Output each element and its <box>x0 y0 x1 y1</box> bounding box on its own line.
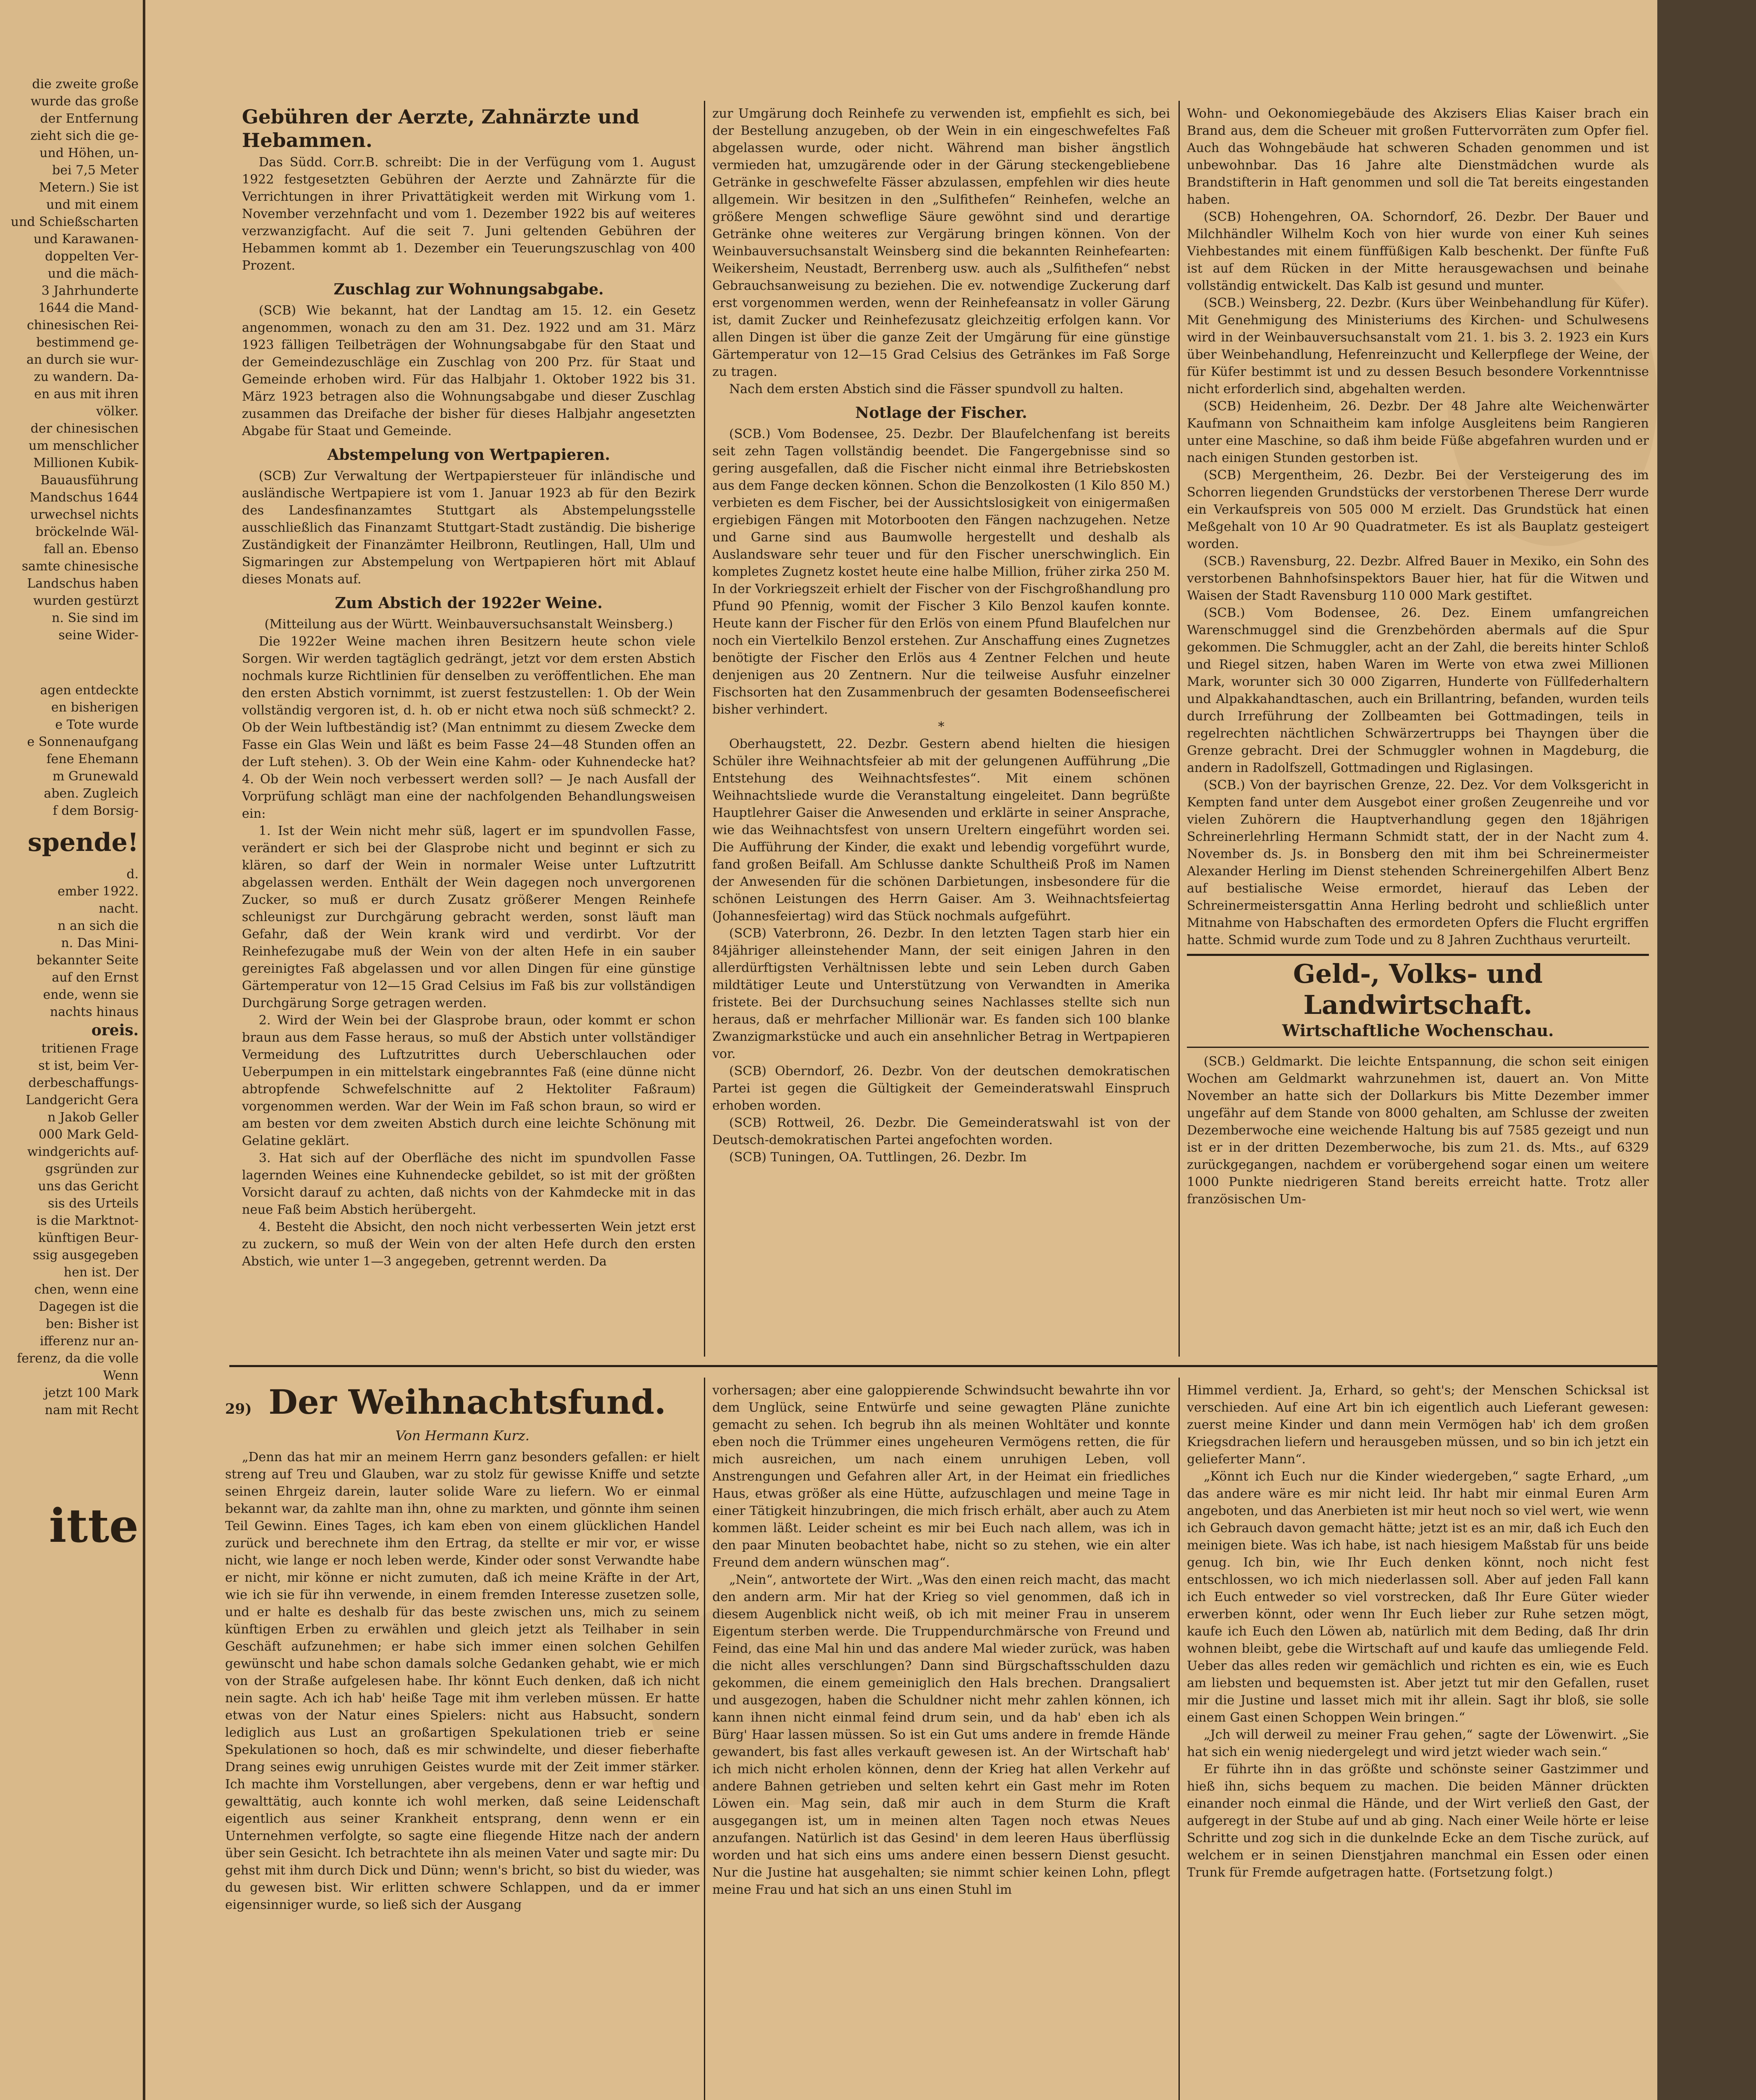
story-paragraph: „Könnt ich Euch nur die Kinder wiedergeben,“ sagte Erhard, „um das andere wäre es mir nicht leid. Ihr habt mir einmal Euren Arm angeboten, und das Anerbieten ist mir heut noch so viel wert, wie wenn ich Gebrauch davon gemacht hätte; jetzt ist es an mir, daß ich Euch den meinigen biete. Was ich habe, ist nach hiesigem Maßstab für uns beide genug. Ich bin, wie Ihr Euch denken könnt, noch nicht fest entschlossen, wo ich mich niederlassen soll. Aber auf jeden Fall kann ich Euch entweder so viel vorstrecken, daß Ihr Eure Güter wieder erwerben könnt, oder wenn Ihr Euch lieber zur Ruhe setzen mögt, kaufe ich Euch den Löwen ab, natürlich mit dem Beding, daß Ihr drin wohnen bleibt, gebe die Wirtschaft auf und kaufe das umliegende Feld. Ueber das alles reden wir gemächlich und richten es ein, wie es Euch am liebsten und bequemsten ist. Aber jetzt tut mir den Gefallen, ruset mir die Justine und lasset mich mit ihr allein. Sagt ihr bloß, sie solle einem Gast einen Schoppen Wein bringen.“ <box>1187 1469 1649 1725</box>
left-fragment-line: wurde das große <box>30 94 139 109</box>
left-fragment-line: tritienen Frage <box>41 1041 139 1056</box>
left-fragment-line: Millionen Kubik- <box>33 456 139 470</box>
story-paragraph: Er führte ihn in das größte und schönste seiner Gastzimmer und hieß ihn, sichs bequem zu machen. Die beiden Männer drückten einander noch einmal die Hände, und der Wirt verließ den Gast, der aufgeregt in der Stube auf und ab ging. Nach einer Weile hörte er leise Schritte und zog sich in die dunkelnde Ecke an dem Tische zurück, auf welchem er in seinen Dienstjahren manchmal ein Essen oder einen Trunk für Fremde aufgetragen hatte. (Fortsetzung folgt.) <box>1187 1762 1649 1880</box>
left-fragment-line: aben. Zugleich <box>44 786 139 801</box>
article-title-fishermen: Notlage der Fischer. <box>855 404 1027 422</box>
article-title-housing-tax: Zuschlag zur Wohnungsabgabe. <box>333 281 604 298</box>
column-divider <box>704 1378 705 2100</box>
left-page-fragment <box>0 0 145 2100</box>
article-paragraph: (SCB) Wie bekannt, hat der Landtag am 15. 12. ein Gesetz angenommen, wonach zu den am 31. Dez. 1922 und am 31. März 1923 fälligen Teilbeträgen der Wohnungsabgabe für den Staat und der Gemeindezuschläge ein Zuschlag von 200 Prz. für Staat und Gemeinde erhoben wird. Für das Halbjahr 1. Oktober 1922 bis 31. März 1923 betragen also die Wohnungsabgabe und dieser Zuschlag zusammen das Dreifache der bisher für dieses Halbjahr angesetzten Abgabe für Staat und Gemeinde. <box>242 303 696 438</box>
economy-section-header <box>1187 954 1649 1048</box>
left-fragment-line: st ist, beim Ver- <box>38 1058 139 1073</box>
separator-star: * <box>938 719 945 734</box>
left-fragment-line: agen entdeckte <box>40 683 139 698</box>
left-fragment-line: bröckelnde Wäl- <box>35 525 139 539</box>
article-title-securities: Abstempelung von Wertpapieren. <box>327 446 610 464</box>
left-fragment-line: der chinesischen <box>30 421 139 436</box>
story-paragraph: Himmel verdient. Ja, Erhard, so geht's; der Menschen Schicksal ist verschieden. Auf eine Art bin ich eigentlich auch Lieferant gewesen: zuerst meine Kinder und dann mein Vermögen hab' ich dem großen Kriegsdrachen liefern und herausgeben müssen, und so bin ich jetzt ein gelieferter Mann“. <box>1187 1383 1649 1467</box>
left-fragment-line: ifferenz nur an- <box>39 1334 139 1349</box>
left-fragment-line: f dem Borsig- <box>52 803 139 818</box>
left-column-text <box>4 76 139 1553</box>
left-fragment-line: Wenn <box>103 1368 139 1383</box>
left-fragment-line: Landschus haben <box>27 576 139 591</box>
left-fragment-line: derbeschaffungs- <box>28 1076 139 1090</box>
left-fragment-line: uns das Gericht <box>38 1179 139 1194</box>
left-fragment-line: n an sich die <box>58 919 139 933</box>
article-column-2 <box>712 105 1170 1357</box>
column-divider <box>1179 101 1180 1357</box>
article-paragraph: (SCB) Mergentheim, 26. Dezbr. Bei der Versteigerung des im Schorren liegenden Grundstücks der verstorbenen Therese Derr wurde ein Verkaufspreis von 505 000 M erzielt. Das Grundstück hat einen Meßgehalt von 10 Ar 90 Quadratmeter. Es ist als Bauplatz gesteigert worden. <box>1187 468 1649 551</box>
left-fragment-line: hen ist. Der <box>63 1265 139 1280</box>
left-fragment-line: en bisherigen <box>51 700 139 715</box>
left-fragment-line: bestimmend ge- <box>36 335 139 350</box>
left-fragment-line: seine Wider- <box>58 628 139 643</box>
left-fragment-line: sis des Urteils <box>48 1196 139 1211</box>
left-fragment-line: an durch sie wur- <box>26 352 139 367</box>
left-fragment-heading: spende! <box>28 828 139 857</box>
page-edge-background <box>1657 0 1756 2100</box>
left-fragment-line: n Jakob Geller <box>47 1110 139 1125</box>
article-paragraph: (SCB) Heidenheim, 26. Dezbr. Der 48 Jahre alte Weichenwärter Kaufmann von Schnaitheim kam infolge Ausgleitens beim Rangieren unter eine Maschine, so daß ihm beide Füße abgefahren wurden und er nach einigen Stunden gestorben ist. <box>1187 399 1649 465</box>
article-title-wine: Zum Abstich der 1922er Weine. <box>335 594 603 612</box>
left-fragment-line: windgerichts auf- <box>27 1144 139 1159</box>
left-fragment-line: zu wandern. Da- <box>34 370 139 384</box>
left-fragment-line: und Schießscharten <box>10 215 139 229</box>
article-paragraph: Das Südd. Corr.B. schreibt: Die in der Verfügung vom 1. August 1922 festgesetzten Gebühren der Aerzte und Zahnärzte für die Verrichtungen in ihrer Privattätigkeit werden mit Wirkung vom 1. November verzehnfacht und vom 1. Dezember 1922 bis auf weiteres verzwanzigfacht. Auf die seit 7. Juni geltenden Gebühren der Hebammen kommt ab 1. Dezember ein Teuerungszuschlag von 400 Prozent. <box>242 155 696 273</box>
column-divider <box>1179 1378 1180 2100</box>
left-fragment-heading: oreis. <box>91 1021 139 1039</box>
left-fragment-line: ssig ausgegeben <box>33 1248 139 1263</box>
left-fragment-line: n. Das Mini- <box>61 936 139 950</box>
left-fragment-line: e Sonnenaufgang <box>27 735 139 749</box>
left-fragment-line: d. <box>126 867 139 882</box>
article-paragraph: Wohn- und Oekonomiegebäude des Akzisers Elias Kaiser brach ein Brand aus, dem die Scheuer mit großen Futtervorräten zum Opfer fiel. Auch das Wohngebäude hat schweren Schaden genommen und ist unbewohnbar. Das 16 Jahre alte Dienstmädchen wurde als Brandstifterin in Haft genommen und soll die Tat bereits eingestanden haben. <box>1187 106 1649 207</box>
left-fragment-line: jetzt 100 Mark <box>44 1386 139 1400</box>
left-fragment-line: m Grunewald <box>52 769 139 784</box>
left-fragment-line: ben: Bisher ist <box>46 1317 139 1331</box>
article-paragraph: 3. Hat sich auf der Oberfläche des nicht im spundvollen Fasse lagernden Weines eine Kuhnendecke gebildet, so ist mit der größten Vorsicht darauf zu achten, daß nichts von der Kahmdecke mit in das neue Faß beim Abstich herübergeht. <box>242 1151 696 1217</box>
feuilleton-column-3 <box>1187 1382 1649 2100</box>
left-fragment-large-glyph: itte <box>49 1499 139 1553</box>
article-paragraph: (SCB) Zur Verwaltung der Wertpapiersteuer für inländische und ausländische Wertpapiere ist vom 1. Januar 1923 ab für den Bezirk des Landesfinanzamtes Stuttgart als Abstempelungsstelle ausschließlich das Finanzamt Stuttgart-Stadt zuständig. Die bisherige Zuständigkeit der Finanzämter Heilbronn, Reutlingen, Hall, Ulm und Sigmaringen zur Abstempelung von Wertpapieren hört mit Ablauf dieses Monats auf. <box>242 469 696 587</box>
left-fragment-line: die zweite große <box>32 77 139 92</box>
left-fragment-line: um menschlicher <box>29 438 139 453</box>
left-fragment-line: chinesischen Rei- <box>27 318 139 333</box>
left-fragment-line: Mandschus 1644 <box>29 490 139 505</box>
left-fragment-line: gsgründen zur <box>45 1162 139 1176</box>
left-fragment-line: 3 Jahrhunderte <box>41 284 139 298</box>
article-paragraph: (SCB.) Weinsberg, 22. Dezbr. (Kurs über Weinbehandlung für Küfer). Mit Genehmigung des Ministeriums des Kirchen- und Schulwesens wird in der Weinbauversuchsanstalt vom 21. 1. bis 3. 2. 1923 ein Kurs über Weinbehandlung, Hefenreinzucht und Kellerpflege der Weine, der für Küfer bestimmt ist und zu dessen Besuch besondere Vorkenntnisse nicht erforderlich sind, abgehalten werden. <box>1187 296 1649 396</box>
left-fragment-line: nacht. <box>99 901 139 916</box>
feuilleton-byline: Von Hermann Kurz. <box>395 1428 530 1444</box>
left-fragment-line: auf den Ernst <box>52 970 139 985</box>
left-fragment-line: bei 7,5 Meter <box>52 163 139 178</box>
newspaper-page <box>145 0 1657 2100</box>
story-paragraph: vorhersagen; aber eine galoppierende Schwindsucht bewahrte ihn vor dem Unglück, seine Entwürfe und seine gewagten Pläne zunichte gemacht zu sehen. Ich begrub ihn als meinen Wohltäter und konnte eben noch die Trümmer eines ungeheuren Vermögens retten, die für mich ausreichen, um nach einem unruhigen Leben, voll Anstrengungen und Gefahren aller Art, in der Heimat ein friedliches Haus, etwas größer als eine Hütte, aufzuschlagen und meine Tage in einer Tätigkeit hinzubringen, die mich frisch erhält, aber auch zu Atem kommen läßt. Leider scheint es mir bei Euch nach allem, was ich in den paar Minuten beobachtet habe, nicht so zu stehen, wie ein alter Freund dem andern wünschen mag“. <box>712 1383 1170 1570</box>
left-fragment-line: bekannter Seite <box>36 953 139 968</box>
article-title-fees: Gebühren der Aerzte, Zahnärzte und Hebammen. <box>242 105 640 152</box>
left-fragment-line: chen, wenn eine <box>34 1282 139 1297</box>
feuilleton-column-1 <box>225 1382 700 2100</box>
left-fragment-line: 1644 die Mand- <box>38 301 139 315</box>
economy-section-subtitle: Wirtschaftliche Wochenschau. <box>1282 1021 1554 1040</box>
left-fragment-line: nam mit Recht <box>45 1403 139 1418</box>
economy-section-title: Geld-, Volks- und Landwirtschaft. <box>1293 958 1543 1020</box>
article-paragraph: (SCB) Oberndorf, 26. Dezbr. Von der deutschen demokratischen Partei ist gegen die Gültigkeit der Gemeinderatswahl Einspruch erhoben worden. <box>712 1064 1170 1113</box>
left-fragment-line: 000 Mark Geld- <box>38 1127 139 1142</box>
left-fragment-line: künftigen Beur- <box>38 1231 139 1245</box>
left-fragment-line: e Tote wurde <box>55 717 139 732</box>
article-paragraph: (SCB) Hohengehren, OA. Schorndorf, 26. Dezbr. Der Bauer und Milchhändler Wilhelm Koch von hier wurde von einer Kuh seines Viehbestandes mit einem fünffüßigen Kalb beschenkt. Der fünfte Fuß ist auf dem Rücken in der Mitte herausgewachsen und beinahe vollständig entwickelt. Das Kalb ist gesund und munter. <box>1187 210 1649 293</box>
article-paragraph: Nach dem ersten Abstich sind die Fässer spundvoll zu halten. <box>729 382 1124 396</box>
installment-number: 29) <box>225 1401 252 1418</box>
article-column-3 <box>1187 105 1649 1357</box>
article-paragraph: (SCB) Tuningen, OA. Tuttlingen, 26. Dezbr. Im <box>729 1150 1027 1165</box>
article-paragraph: 2. Wird der Wein bei der Glasprobe braun, oder kommt er schon braun aus dem Fasse heraus, so muß der Abstich unter vollständiger Vermeidung des Luftzutrittes durch Ueberschlauchen oder Ueberpumpen in ein mittelstark eingebranntes Faß (eine dünne nicht abtropfende Schwefelschnitte auf 2 Hektoliter Faßraum) vorgenommen werden. War der Wein im Faß schon braun, so wird er am besten vor dem zweiten Abstich durch eine leichte Schönung mit Gelatine geklärt. <box>242 1013 696 1148</box>
left-fragment-line: und Karawanen- <box>33 232 139 247</box>
article-paragraph: 1. Ist der Wein nicht mehr süß, lagert er im spundvollen Fasse, verändert er sich bei der Glasprobe nicht und beginnt er sich zu klären, so darf der Wein in normaler Weise unter Luftzutritt abgelassen werden. Enthält der Wein dagegen noch unvergorenen Zucker, so muß er durch Zusatz größerer Mengen Reinhefe schleunigst zur Durchgärung gebracht werden, sonst läuft man Gefahr, daß der Wein krank wird und verdirbt. Vor der Reinhefezugabe muß der Wein von der alten Hefe in ein sauber gereinigtes Faß abgelassen und vor allen Dingen für eine günstige Gärtemperatur von 12—15 Grad Celsius im Faß bis zur vollständigen Durchgärung Sorge getragen werden. <box>242 824 696 1011</box>
feuilleton-column-2 <box>712 1382 1170 2100</box>
feuilleton-divider <box>229 1365 1657 1367</box>
left-fragment-line: ember 1922. <box>58 884 139 899</box>
left-fragment-line: wurden gestürzt <box>33 593 139 608</box>
story-paragraph: „Jch will derweil zu meiner Frau gehen,“ sagte der Löwenwirt. „Sie hat sich ein wenig niedergelegt und wird jetzt wieder wach sein.“ <box>1187 1727 1649 1759</box>
left-fragment-line: doppelten Ver- <box>45 249 139 264</box>
left-fragment-line: n. Sie sind im <box>52 611 139 625</box>
article-paragraph: (SCB) Vaterbronn, 26. Dezbr. In den letzten Tagen starb hier ein 84jähriger alleinstehender Mann, der seit einigen Jahren in den allerdürftigsten Verhältnissen lebte und sein Leben durch Gaben mildtätiger Leute und Unterstützung von Verwandten in Amerika fristete. Bei der Durchsuchung seines Nachlasses stellte sich nun heraus, daß er mehrfacher Millionär war. Es fanden sich 100 blanke Zwanzigmarkstücke und auch ein ansehnlicher Betrag in Wertpapieren vor. <box>712 926 1170 1061</box>
left-fragment-line: ende, wenn sie <box>43 987 139 1002</box>
left-fragment-line: Metern.) Sie ist <box>39 180 139 195</box>
left-fragment-line: samte chinesische <box>21 559 139 574</box>
article-column-1 <box>242 105 696 1357</box>
left-fragment-line: nachts hinaus <box>50 1005 139 1019</box>
left-fragment-line: fene Ehemann <box>46 752 139 766</box>
left-fragment-line: völker. <box>96 404 139 419</box>
left-fragment-line: zieht sich die ge- <box>30 129 139 143</box>
article-intro: (Mitteilung aus der Württ. Weinbauversuchsanstalt Weinsberg.) <box>264 617 673 632</box>
left-fragment-line: Landgericht Gera <box>26 1093 139 1108</box>
left-fragment-line: und mit einem <box>46 197 139 212</box>
article-paragraph: Oberhaugstett, 22. Dezbr. Gestern abend hielten die hiesigen Schüler ihre Weihnachtsfeier ab mit der gelungenen Aufführung „Die Entstehung des Weihnachtsfestes“. Mit einem schönen Weihnachtsliede wurde die Veranstaltung eingeleitet. Dann begrüßte Hauptlehrer Gaiser die Anwesenden und erklärte in seiner Ansprache, wie das Weihnachtsfest von unsern Ureltern eingeführt worden sei. Die Aufführung der Kinder, die exakt und lebendig vorgeführt wurde, fand großen Beifall. Am Schlusse dankte Schultheiß Proß im Namen der Anwesenden für die schönen Darbietungen, insbesondere für die schönen Leistungen des Herrn Gaiser. Am 3. Weihnachtsfeiertag (Johannesfeiertag) wird das Stück nochmals aufgeführt. <box>712 737 1170 924</box>
article-paragraph: (SCB.) Vom Bodensee, 26. Dez. Einem umfangreichen Warenschmuggel sind die Grenzbehörden abermals auf die Spur gekommen. Die Schmuggler, acht an der Zahl, die bereits hinter Schloß und Riegel sitzen, haben Waren im Werte von etwa zwei Millionen Mark, worunter sich 30 000 Zigarren, Hunderte von Füllfederhaltern und Alpakkahandtaschen, auch ein Brillantring, befanden, wurden teils durch Irreführung der Zollbeamten bei Gottmadingen, teils in regelrechten nächtlichen Schwärzertrupps bei Thayngen über die Grenze gebracht. Drei der Schmuggler wohnen in Magdeburg, die andern in Radolfszell, Gottmadingen und Riglasingen. <box>1187 606 1649 775</box>
left-fragment-line: ferenz, da die volle <box>17 1351 139 1366</box>
article-paragraph: (SCB.) Vom Bodensee, 25. Dezbr. Der Blaufelchenfang ist bereits seit zehn Tagen vollständig beendet. Die Fangergebnisse sind so gering ausgefallen, daß die Fischer nicht einmal ihre Betriebskosten aus dem Fange decken können. Schon die Benzolkosten (1 Kilo 850 M.) verbieten es dem Fischer, bei der Aussichtslosigkeit von einigermaßen ergiebigen Fängen mit Motorbooten den Fängen nachzugehen. Netze und Garne sind aus Baumwolle hergestellt und deshalb als Auslandsware sehr teuer und für den Fischer unerschwinglich. Ein kompletes Zugnetz kostet heute eine halbe Million, früher zirka 250 M. In der Vorkriegszeit erhielt der Fischer von der Fischgroßhandlung pro Pfund 90 Pfennig, womit der Fischer 3 Kilo Benzol kaufen konnte. Heute kann der Fischer für den Erlös von einem Pfund Blaufelchen nur noch ein Viertelkilo Benzol erstehen. Zur Anschaffung eines Zugnetzes benötigte der Fischer den Erlös aus 4 Zentner Felchen und heute denjenigen aus 20 Zentnern. Nur die teilweise Ausfuhr einzelner Fischsorten hat den Zusammenbruch der gesamten Bodenseefischerei bisher verhindert. <box>712 427 1170 717</box>
article-paragraph: (SCB.) Von der bayrischen Grenze, 22. Dez. Vor dem Volksgericht in Kempten fand unter dem Ausgebot einer großen Zeugenreihe und vor vielen Zuhörern die Hauptverhandlung gegen den 18jährigen Schreinerlehrling Hermann Schmidt statt, der in der Nacht zum 4. November ds. Js. in Bonsberg den mit ihm bei Schreinermeister Alexander Herling im Dienst stehenden Schreinergehilfen Albert Benz auf bestialische Weise ermordet, hierauf das Leben der Schreinermeistersgattin Anna Herling bedroht und schließlich unter Mitnahme von Habschaften des ermordeten Opfers die Flucht ergriffen hatte. Schmid wurde zum Tode und zu 8 Jahren Zuchthaus verurteilt. <box>1187 778 1649 948</box>
column-divider <box>704 101 705 1357</box>
left-fragment-line: Dagegen ist die <box>39 1299 139 1314</box>
article-paragraph: 4. Besteht die Absicht, den noch nicht verbesserten Wein jetzt erst zu zuckern, so muß der Wein von der alten Hefe durch den ersten Abstich, wie unter 1—3 angegeben, getrennt werden. Da <box>242 1220 696 1269</box>
left-fragment-line: und die mäch- <box>47 266 139 281</box>
article-paragraph: (SCB.) Geldmarkt. Die leichte Entspannung, die schon seit einigen Wochen am Geldmarkt wahrzunehmen ist, dauert an. Von Mitte November an hatte sich der Dollarkurs bis Mitte Dezember immer ungefähr auf dem Stande von 8000 gehalten, am Schlusse der zweiten Dezemberwoche eine weichende Haltung bis auf 7585 gezeigt und nun ist er in der dritten Dezemberwoche, bis zum 21. ds. Mts., auf 6329 zurückgegangen, nachdem er vorübergehend sogar einen um weitere 1000 Punkte niedrigeren Stand bereits erreicht hatte. Trotz aller französischen Um- <box>1187 1054 1649 1207</box>
article-paragraph: Die 1922er Weine machen ihren Besitzern heute schon viele Sorgen. Wir werden tagtäglich gedrängt, jetzt vor dem ersten Abstich nochmals kurze Richtlinien für denselben zu veröffentlichen. Ehe man den ersten Abstich vornimmt, ist zuerst festzustellen: 1. Ob der Wein vollständig vergoren ist, d. h. ob er nicht etwa noch süß schmeckt? 2. Ob der Wein luftbeständig ist? (Man entnimmt zu diesem Zwecke dem Fasse ein Glas Wein und läßt es beim Fasse 24—48 Stunden offen an der Luft stehen). 3. Ob der Wein eine Kahm- oder Kuhnendecke hat? 4. Ob der Wein noch verbessert werden soll? — Je nach Ausfall der Vorprüfung schlägt man eine der nachfolgenden Behandlungsweisen ein: <box>242 634 696 821</box>
story-paragraph: „Nein“, antwortete der Wirt. „Was den einen reich macht, das macht den andern arm. Mir hat der Krieg so viel genommen, daß ich in diesem Augenblick nicht weiß, ob ich mit meiner Frau in unserem Eigentum sterben werde. Die Truppendurchmärsche von Freund und Feind, das eine Mal hin und das andere Mal wieder zurück, was haben die nicht alles verschlungen? Dann sind Bürgschaftsschulden dazu gekommen, die einem gemeiniglich den Hals brechen. Drangsaliert und ausgezogen, haben die Schuldner nicht mehr zahlen können, ich kann ihnen nicht einmal feind drum sein, und da hab' eben ich als Bürg' Haar lassen müssen. So ist ein Gut ums andere in fremde Hände gewandert, bis fast alles verkauft gewesen ist. An der Wirtschaft hab' ich mich nicht erholen können, denn der Krieg hat allen Verkehr auf andere Bahnen getrieben und selten kehrt ein Gast mehr im Roten Löwen ein. Mag sein, daß mir auch in dem Sturm die Kraft ausgegangen ist, um in meinen alten Tagen noch etwas Neues anzufangen. Natürlich ist das Gesind' in dem leeren Haus überflüssig worden und hat sich eins ums andere einen bessern Dienst gesucht. Nur die Justine hat ausgehalten; sie nimmt schier keinen Lohn, pflegt meine Frau und hat sich an uns einen Stuhl im <box>712 1572 1170 1897</box>
left-fragment-line: fall an. Ebenso <box>44 542 139 556</box>
left-fragment-line: und Höhen, un- <box>39 146 139 160</box>
left-fragment-line: is die Marktnot- <box>36 1213 139 1228</box>
left-fragment-line: urwechsel nichts <box>30 507 139 522</box>
article-paragraph: (SCB.) Ravensburg, 22. Dezbr. Alfred Bauer in Mexiko, ein Sohn des verstorbenen Bahnhofsinspektors Bauer hier, hat für die Witwen und Waisen der Stadt Ravensburg 110 000 Mark gestiftet. <box>1187 554 1649 603</box>
story-paragraph: „Denn das hat mir an meinem Herrn ganz besonders gefallen: er hielt streng auf Treu und Glauben, war zu stolz für gewisse Kniffe und setzte seinen Ehrgeiz darein, lauter solide Ware zu liefern. Wo er einmal bekannt war, da zahlte man ihn, ohne zu markten, und gönnte ihm seinen Teil Gewinn. Eines Tages, ich kam eben von einem glücklichen Handel zurück und berechnete ihm den Ertrag, da stellte er mir vor, er wisse nicht, wie lange er noch leben werde, Kinder oder sonst Verwandte habe er nicht, mir könne er nicht zumuten, daß ich meine Kräfte in der Art, wie ich sie für ihn verwende, in einem fremden Interesse zusetzen solle, und er halte es deshalb für das beste zwischen uns, mich zu seinem künftigen Erben zu erwählen und gleich jetzt als Teilhaber in sein Geschäft aufzunehmen; er habe sich immer einen solchen Gehilfen gewünscht und habe schon damals solche Gedanken gehabt, wie er mich von der Straße aufgelesen habe. Ihr könnt Euch denken, daß ich nicht nein sagte. Ach ich hab' heiße Tage mit ihm verleben müssen. Er hatte etwas von der Natur eines Spielers: nicht aus Habsucht, sondern lediglich aus Lust an großartigen Spekulationen trieb er seine Spekulationen so hoch, daß es mir schwindelte, und dieser fieberhafte Drang seines ewig unruhigen Geistes wurde mit der Zeit immer stärker. Ich machte ihm Vorstellungen, aber vergebens, denn er war heftig und gewalttätig, auch konnte ich wohl merken, daß seine Leidenschaft eigentlich aus seiner Krankheit entsprang, denn wenn er ein Unternehmen verfolgte, so sagte eine fliegende Hitze nach der andern über sein Gesicht. Ich betrachtete ihn als meinen Vater und sagte mir: Du gehst mit ihm durch Dick und Dünn; wenn's bricht, so bist du wieder, was du gewesen bist. Wir erlitten schwere Schlappen, und da er immer eigensinniger wurde, so ließ sich der Ausgang <box>225 1450 700 1912</box>
article-paragraph: zur Umgärung doch Reinhefe zu verwenden ist, empfiehlt es sich, bei der Bestellung anzugeben, ob der Wein in ein eingeschwefeltes Faß abgelassen wurde, oder nicht. Während man bisher ängstlich vermieden hat, umzugärende oder in der Gärung steckengebliebene Getränke in geschwefelte Fässer abzulassen, empfehlen wir dies heute allgemein. Wir besitzen in den „Sulfithefen“ Reinhefen, welche an größere Mengen schweflige Säure gewöhnt sind und derartige Getränke ohne weiteres zur Vergärung bringen können. Von der Weinbauversuchsanstalt Weinsberg sind die bekannten Reinhefearten: Weikersheim, Neustadt, Berrenberg usw. auch als „Sulfithefen“ nebst Gebrauchsanweisung zu beziehen. Die ev. notwendige Zuckerung darf erst vorgenommen werden, wenn der Reinhefeansatz in voller Gärung ist, damit Zucker und Reinhefezusatz gleichzeitig erfolgen kann. Vor allen Dingen ist über die ganze Zeit der Umgärung für eine günstige Gärtemperatur von 12—15 Grad Celsius des Getränkes im Faß Sorge zu tragen. <box>712 106 1170 379</box>
left-fragment-line: Bauausführung <box>40 473 139 488</box>
feuilleton-title: Der Weihnachtsfund. <box>268 1382 666 1422</box>
article-paragraph: (SCB) Rottweil, 26. Dezbr. Die Gemeinderatswahl ist von der Deutsch-demokratischen Partei angefochten worden. <box>712 1116 1170 1147</box>
left-fragment-line: en aus mit ihren <box>34 387 139 402</box>
left-fragment-line: der Entfernung <box>40 111 139 126</box>
